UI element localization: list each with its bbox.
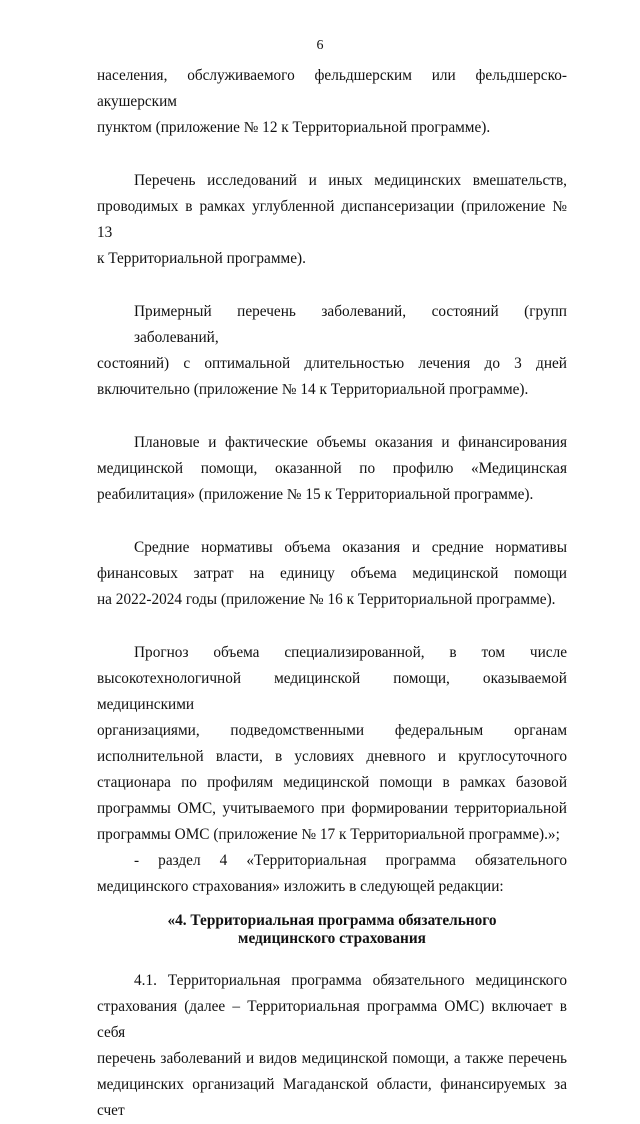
- heading-line: медицинского страхования: [238, 930, 426, 947]
- text-line: страхования (далее – Территориальная программа ОМС) включает в себя: [97, 998, 567, 1041]
- text-line: исполнительной власти, в условиях дневного и круглосуточного: [97, 748, 567, 765]
- text-line: высокотехнологичной медицинской помощи, оказываемой медицинскими: [97, 670, 567, 713]
- paragraph-appendix-15: [97, 430, 567, 508]
- text-line: - раздел 4 «Территориальная программа обязательного: [134, 852, 567, 869]
- text-line: организациями, подведомственными федеральным органам: [97, 722, 567, 739]
- text-line: реабилитация» (приложение № 15 к Территориальной программе).: [97, 486, 534, 503]
- section-heading: [97, 912, 567, 948]
- paragraph-section-4-intro: [97, 848, 567, 900]
- text-line: программы ОМС, учитываемого при формировании территориальной: [97, 800, 567, 817]
- text-line: Средние нормативы объема оказания и средние нормативы: [134, 539, 567, 556]
- text-line: населения, обслуживаемого фельдшерским или фельдшерско-акушерским: [97, 67, 567, 110]
- text-line: Примерный перечень заболеваний, состояний (групп заболеваний,: [134, 303, 567, 346]
- paragraph-4-1: [97, 968, 567, 1124]
- text-line: стационара по профилям медицинской помощи в рамках базовой: [97, 774, 567, 791]
- text-line: перечень заболеваний и видов медицинской помощи, а также перечень: [97, 1050, 567, 1067]
- text-line: финансовых затрат на единицу объема медицинской помощи: [97, 565, 567, 582]
- paragraph-appendix-16: [97, 535, 567, 613]
- paragraph-appendix-13: [97, 168, 567, 272]
- text-line: медицинских организаций Магаданской области, финансируемых за счет: [97, 1076, 567, 1119]
- page-number: 6: [316, 38, 324, 53]
- text-line: пунктом (приложение № 12 к Территориальной программе).: [97, 119, 491, 136]
- text-line: Прогноз объема специализированной, в том числе: [134, 644, 567, 661]
- text-line: 4.1. Территориальная программа обязательного медицинского: [134, 972, 567, 989]
- heading-line: «4. Территориальная программа обязательного: [167, 912, 497, 929]
- text-line: медицинского страхования» изложить в следующей редакции:: [97, 878, 504, 895]
- text-line: включительно (приложение № 14 к Территориальной программе).: [97, 381, 529, 398]
- paragraph-appendix-14: [97, 299, 567, 403]
- text-line: Перечень исследований и иных медицинских вмешательств,: [134, 172, 567, 189]
- text-line: состояний) с оптимальной длительностью лечения до 3 дней: [97, 355, 567, 372]
- text-line: проводимых в рамках углубленной диспансеризации (приложение № 13: [97, 198, 567, 241]
- paragraph-appendix-17: [97, 640, 567, 848]
- document-body: [97, 63, 567, 1124]
- text-line: на 2022-2024 годы (приложение № 16 к Территориальной программе).: [97, 591, 556, 608]
- paragraph-continuation: [97, 63, 567, 141]
- text-line: Плановые и фактические объемы оказания и финансирования: [134, 434, 567, 451]
- text-line: программы ОМС (приложение № 17 к Территориальной программе).»;: [97, 826, 560, 843]
- text-line: медицинской помощи, оказанной по профилю «Медицинская: [97, 460, 567, 477]
- text-line: к Территориальной программе).: [97, 250, 306, 267]
